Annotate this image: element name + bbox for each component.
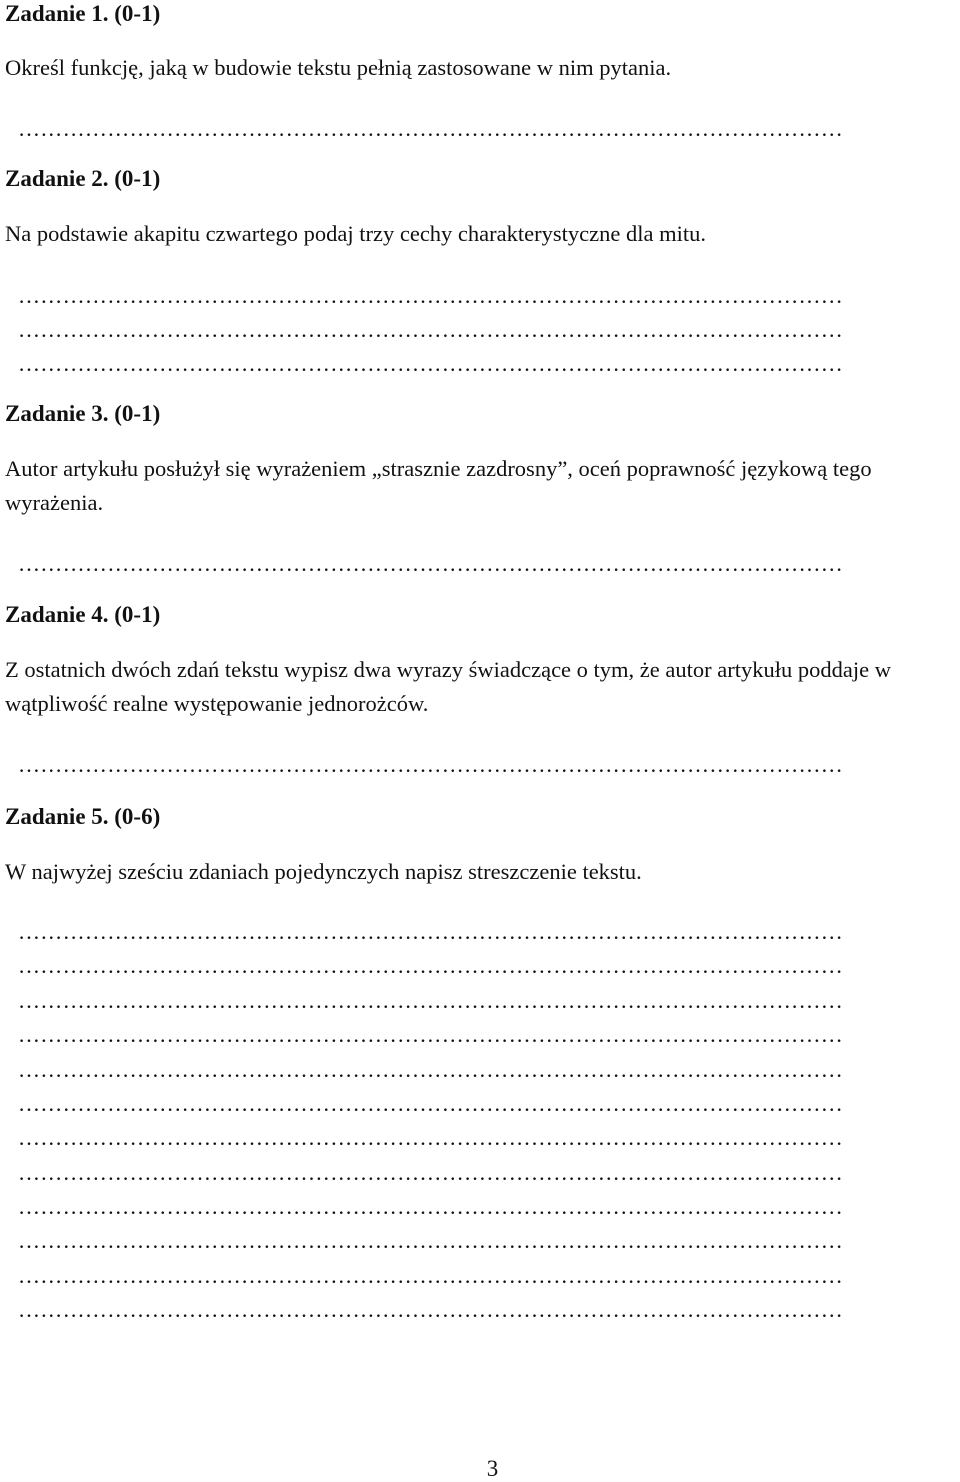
- task-5-answer-line-4[interactable]: …………………………………………………………………………………………………: [18, 1023, 844, 1047]
- task-5-answer-line-3[interactable]: …………………………………………………………………………………………………: [18, 989, 844, 1013]
- task-1-question: Określ funkcję, jaką w budowie tekstu pełnią zastosowane w nim pytania.: [5, 55, 672, 80]
- task-2-answer-line-1[interactable]: …………………………………………………………………………………………………: [18, 284, 844, 308]
- task-5-answer-line-8[interactable]: …………………………………………………………………………………………………: [18, 1161, 844, 1185]
- task-5-answer-line-6[interactable]: …………………………………………………………………………………………………: [18, 1092, 844, 1116]
- task-2-answer-line-3[interactable]: …………………………………………………………………………………………………: [18, 352, 844, 376]
- task-5-answer-line-5[interactable]: …………………………………………………………………………………………………: [18, 1058, 844, 1082]
- task-5-question: W najwyżej sześciu zdaniach pojedynczych napisz streszczenie tekstu.: [5, 859, 642, 884]
- page-number: 3: [486, 1456, 499, 1481]
- task-4-title: Zadanie 4. (0-1): [5, 602, 161, 627]
- task-2-answer-line-2[interactable]: …………………………………………………………………………………………………: [18, 318, 844, 342]
- task-4-answer-line-1[interactable]: …………………………………………………………………………………………………: [18, 753, 844, 777]
- task-5-answer-line-1[interactable]: …………………………………………………………………………………………………: [18, 920, 844, 944]
- task-5-answer-line-10[interactable]: …………………………………………………………………………………………………: [18, 1229, 844, 1253]
- task-4-question: Z ostatnich dwóch zdań tekstu wypisz dwa wyrazy świadczące o tym, że autor artykułu poddaje w wątpliwość realne występowanie jednorożców.: [5, 657, 891, 716]
- task-2-question: Na podstawie akapitu czwartego podaj trzy cechy charakterystyczne dla mitu.: [5, 221, 706, 246]
- task-5-answer-line-11[interactable]: …………………………………………………………………………………………………: [18, 1264, 844, 1288]
- task-3-question: Autor artykułu posłużył się wyrażeniem „strasznie zazdrosny”, oceń poprawność językową tego wyrażenia.: [5, 456, 872, 515]
- task-1-title: Zadanie 1. (0-1): [5, 1, 161, 26]
- task-5-answer-line-7[interactable]: …………………………………………………………………………………………………: [18, 1126, 844, 1150]
- task-3-answer-line-1[interactable]: …………………………………………………………………………………………………: [18, 552, 844, 576]
- task-5-title: Zadanie 5. (0-6): [5, 804, 161, 829]
- task-5-answer-line-9[interactable]: …………………………………………………………………………………………………: [18, 1195, 844, 1219]
- task-2-title: Zadanie 2. (0-1): [5, 166, 161, 191]
- task-1-answer-line-1[interactable]: …………………………………………………………………………………………………: [18, 117, 844, 141]
- task-5-answer-line-2[interactable]: …………………………………………………………………………………………………: [18, 954, 844, 978]
- task-5-answer-line-12[interactable]: …………………………………………………………………………………………………: [18, 1298, 844, 1322]
- task-3-title: Zadanie 3. (0-1): [5, 401, 161, 426]
